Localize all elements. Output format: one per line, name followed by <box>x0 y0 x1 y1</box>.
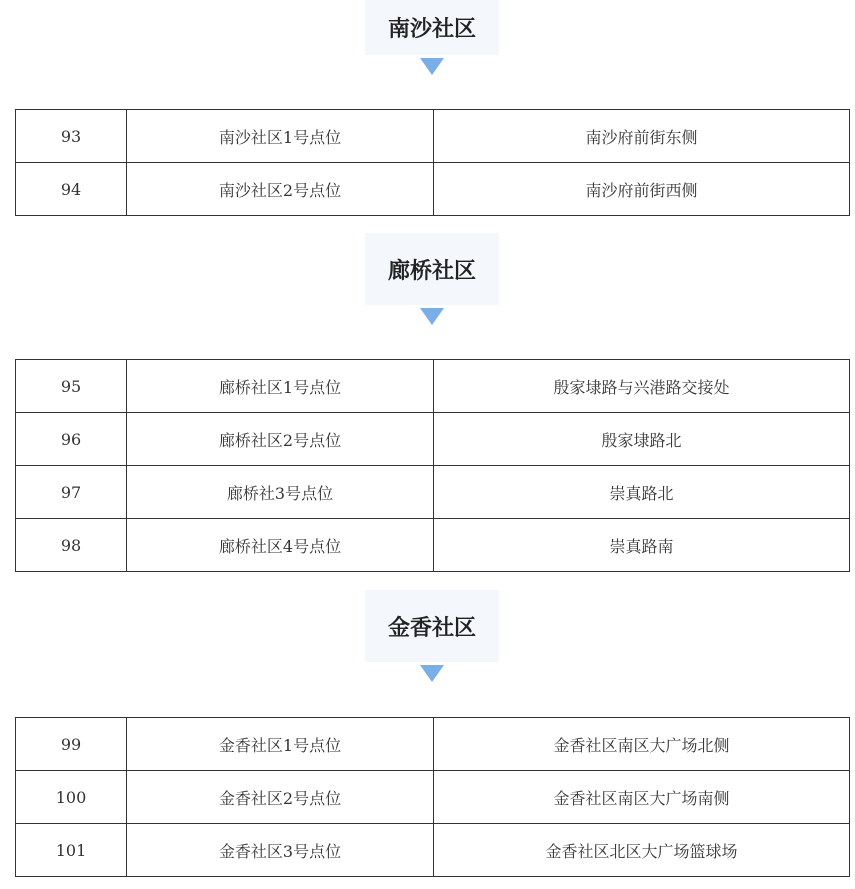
point-name: 金香社区2号点位 <box>127 771 434 824</box>
point-name: 金香社区1号点位 <box>127 718 434 771</box>
point-name: 南沙社区2号点位 <box>127 163 434 216</box>
point-location: 金香社区南区大广场北侧 <box>434 718 850 771</box>
table-row <box>16 360 850 413</box>
down-arrow-icon <box>420 308 444 325</box>
section-title-jinxiang: 金香社区 <box>365 590 499 662</box>
row-number: 95 <box>16 360 127 413</box>
section-title-langqiao: 廊桥社区 <box>365 233 499 305</box>
point-name: 廊桥社区1号点位 <box>127 360 434 413</box>
table-row <box>16 413 850 466</box>
nansha-table <box>15 109 850 216</box>
table-row <box>16 771 850 824</box>
row-number: 94 <box>16 163 127 216</box>
down-arrow-icon <box>420 58 444 75</box>
row-number: 93 <box>16 110 127 163</box>
table-row <box>16 110 850 163</box>
row-number: 100 <box>16 771 127 824</box>
point-location: 金香社区北区大广场篮球场 <box>434 824 850 877</box>
table-row <box>16 466 850 519</box>
section-title-nansha: 南沙社区 <box>365 0 499 55</box>
table-row <box>16 824 850 877</box>
point-name: 南沙社区1号点位 <box>127 110 434 163</box>
point-name: 廊桥社区4号点位 <box>127 519 434 572</box>
row-number: 99 <box>16 718 127 771</box>
langqiao-table <box>15 359 850 572</box>
row-number: 98 <box>16 519 127 572</box>
point-location: 殷家埭路与兴港路交接处 <box>434 360 850 413</box>
point-name: 金香社区3号点位 <box>127 824 434 877</box>
point-location: 南沙府前街西侧 <box>434 163 850 216</box>
point-location: 崇真路北 <box>434 466 850 519</box>
point-location: 崇真路南 <box>434 519 850 572</box>
table-row <box>16 163 850 216</box>
point-name: 廊桥社3号点位 <box>127 466 434 519</box>
table-row <box>16 519 850 572</box>
down-arrow-icon <box>420 665 444 682</box>
point-location: 殷家埭路北 <box>434 413 850 466</box>
row-number: 101 <box>16 824 127 877</box>
row-number: 96 <box>16 413 127 466</box>
table-row <box>16 718 850 771</box>
jinxiang-table <box>15 717 850 877</box>
point-location: 金香社区南区大广场南侧 <box>434 771 850 824</box>
point-name: 廊桥社区2号点位 <box>127 413 434 466</box>
row-number: 97 <box>16 466 127 519</box>
point-location: 南沙府前街东侧 <box>434 110 850 163</box>
